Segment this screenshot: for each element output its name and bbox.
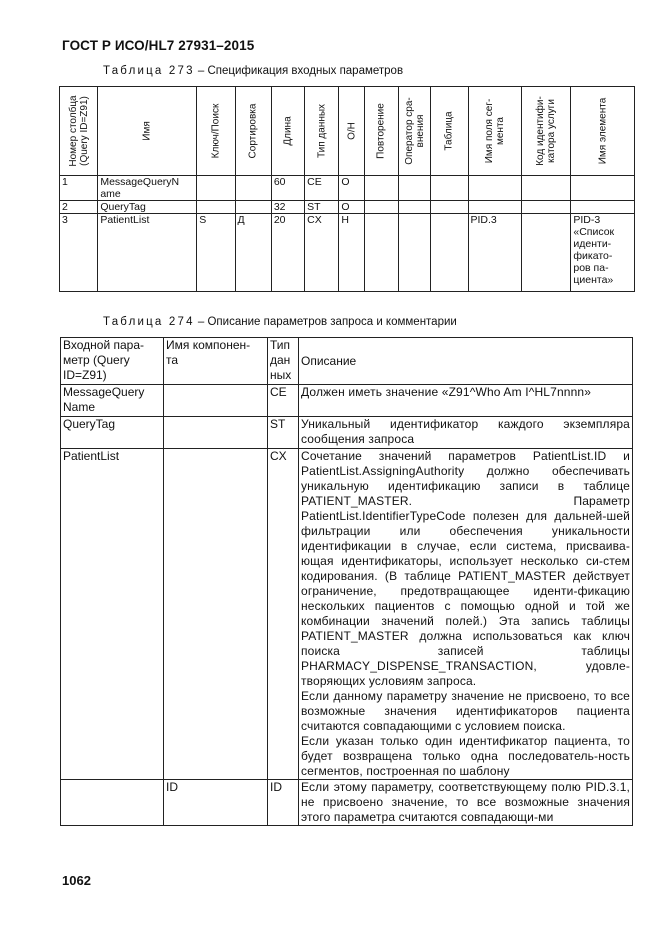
header-cell [235, 87, 271, 176]
cell-type: ID [268, 780, 299, 826]
table-row [60, 176, 635, 201]
cell-comp [164, 417, 268, 449]
cell-op [398, 176, 430, 201]
header-label: Имя поля сег- мента [483, 98, 506, 164]
cell-code [521, 176, 570, 201]
cell-param [61, 780, 164, 826]
table-274-header-row [61, 338, 633, 385]
table-row [60, 214, 635, 292]
table-row [61, 780, 633, 826]
table-row [61, 417, 633, 449]
header-cell [364, 87, 398, 176]
cell-on: Н [339, 214, 364, 292]
cell-param: QueryTag [61, 417, 164, 449]
cell-tbl [431, 214, 468, 292]
table-273-caption [103, 65, 403, 77]
cell-op [398, 214, 430, 292]
header-label: Оператор сра- внения [403, 97, 426, 165]
cell-num: 1 [60, 176, 98, 201]
header-cell [271, 87, 304, 176]
header-cell [398, 87, 430, 176]
caption-prefix: Таблица 273 [103, 65, 195, 77]
cell-desc: Если этому параметру, соответствующему полю PID.3.1, не присвоено значение, то все возможные значения этого параметра считаются совпадающи-ми [299, 780, 633, 826]
cell-len: 60 [271, 176, 304, 201]
cell-type: CX [268, 449, 299, 780]
header-cell [571, 87, 635, 176]
header-cell [305, 87, 339, 176]
cell-param: MessageQuery Name [61, 385, 164, 417]
desc-paragraph: Сочетание значений параметров PatientList.ID и PatientList.AssigningAuthority должно обеспечивать уникальную идентификацию записи в таблице PATIENT_MASTER. Параметр PatientList.IdentifierTypeCode полезен для дальней-шей фильтрации или обеспечения уникальности идентификации в случае, если система, присваива-ющая идентификаторы, использует несколько си-стем кодирования. (В таблице PATIENT_MASTER действует ограничение, предотвращающее иденти-фикацию нескольких пациентов с помощью одной и той же комбинации значений полей.) Эта запись таблицы PATIENT_MASTER должна использоваться как ключ поиска записей таблицы PHARMACY_DISPENSE_TRANSACTION, удовле-творяющих условиям запроса. [301, 449, 630, 688]
cell-num: 3 [60, 214, 98, 292]
caption-text: – Описание параметров запроса и комментарии [197, 316, 457, 328]
table-273 [59, 86, 635, 292]
cell-desc: Уникальный идентификатор каждого экземпляра сообщения запроса [299, 417, 633, 449]
cell-elem [571, 176, 635, 201]
cell-op [398, 201, 430, 214]
header-type: Тип дан ных [268, 338, 299, 385]
header-label: Тип данных [316, 103, 328, 159]
header-label: Код идентифи- катора услуги [535, 96, 558, 166]
header-label: Таблица [443, 111, 455, 151]
table-row [61, 385, 633, 417]
cell-tbl [431, 176, 468, 201]
cell-name: MessageQueryN ame [98, 176, 197, 201]
header-label: Длина [282, 116, 294, 146]
cell-len: 32 [271, 201, 304, 214]
caption-text: – Спецификация входных параметров [197, 65, 404, 77]
header-label: Имя [141, 121, 153, 141]
cell-code [521, 214, 570, 292]
cell-key [197, 201, 235, 214]
cell-len: 20 [271, 214, 304, 292]
header-cell [197, 87, 235, 176]
header-param: Входной пара- метр (Query ID=Z91) [61, 338, 164, 385]
header-label: Повторение [375, 103, 387, 159]
table-274-caption [103, 316, 457, 328]
cell-desc [299, 449, 633, 780]
header-cell [468, 87, 521, 176]
header-cell [339, 87, 364, 176]
cell-rep [364, 176, 398, 201]
header-label: Имя элемента [597, 97, 609, 165]
cell-elem [571, 201, 635, 214]
cell-name: PatientList [98, 214, 197, 292]
desc-paragraph: Если указан только один идентификатор пациента, то будет возвращена только одна последователь-ность сегментов, построенная по шаблону [301, 734, 630, 778]
cell-type: CE [268, 385, 299, 417]
cell-field [468, 176, 521, 201]
header-cell [98, 87, 197, 176]
cell-key: S [197, 214, 235, 292]
table-274 [60, 337, 633, 826]
cell-rep [364, 201, 398, 214]
cell-comp: ID [164, 780, 268, 826]
table-273-header-row [60, 87, 635, 176]
cell-on: O [339, 176, 364, 201]
cell-key [197, 176, 235, 201]
page-number: 1062 [62, 873, 91, 888]
caption-prefix: Таблица 274 [103, 316, 195, 328]
cell-sort: Д [235, 214, 271, 292]
document-header: ГОСТ Р ИСО/HL7 27931–2015 [62, 38, 255, 53]
cell-num: 2 [60, 201, 98, 214]
cell-on: O [339, 201, 364, 214]
header-label: Сортировка [247, 103, 259, 159]
header-label: Ключ/Поиск [210, 103, 222, 159]
desc-paragraph: Если данному параметру значение не присвоено, то все возможные значения идентификаторов пациента считаются совпадающими с условием поиска. [301, 689, 630, 733]
cell-sort [235, 176, 271, 201]
header-label: О/Н [346, 122, 358, 140]
cell-name: QueryTag [98, 201, 197, 214]
cell-type: ST [305, 201, 339, 214]
cell-rep [364, 214, 398, 292]
cell-field [468, 201, 521, 214]
cell-code [521, 201, 570, 214]
cell-elem: PID-3 «Список иденти- фикато- ров па- циента» [571, 214, 635, 292]
cell-type: CE [305, 176, 339, 201]
cell-desc: Должен иметь значение «Z91^Who Am I^HL7nnnn» [299, 385, 633, 417]
cell-field: PID.3 [468, 214, 521, 292]
cell-type: ST [268, 417, 299, 449]
table-row [61, 449, 633, 780]
cell-comp [164, 449, 268, 780]
table-row [60, 201, 635, 214]
cell-sort [235, 201, 271, 214]
header-label: Номер столбца (Query ID=Z91) [67, 95, 90, 167]
header-cell [521, 87, 570, 176]
cell-tbl [431, 201, 468, 214]
header-desc: Описание [299, 338, 633, 385]
cell-param: PatientList [61, 449, 164, 780]
cell-comp [164, 385, 268, 417]
cell-type: CX [305, 214, 339, 292]
header-comp: Имя компонен- та [164, 338, 268, 385]
header-cell [431, 87, 468, 176]
header-cell [60, 87, 98, 176]
